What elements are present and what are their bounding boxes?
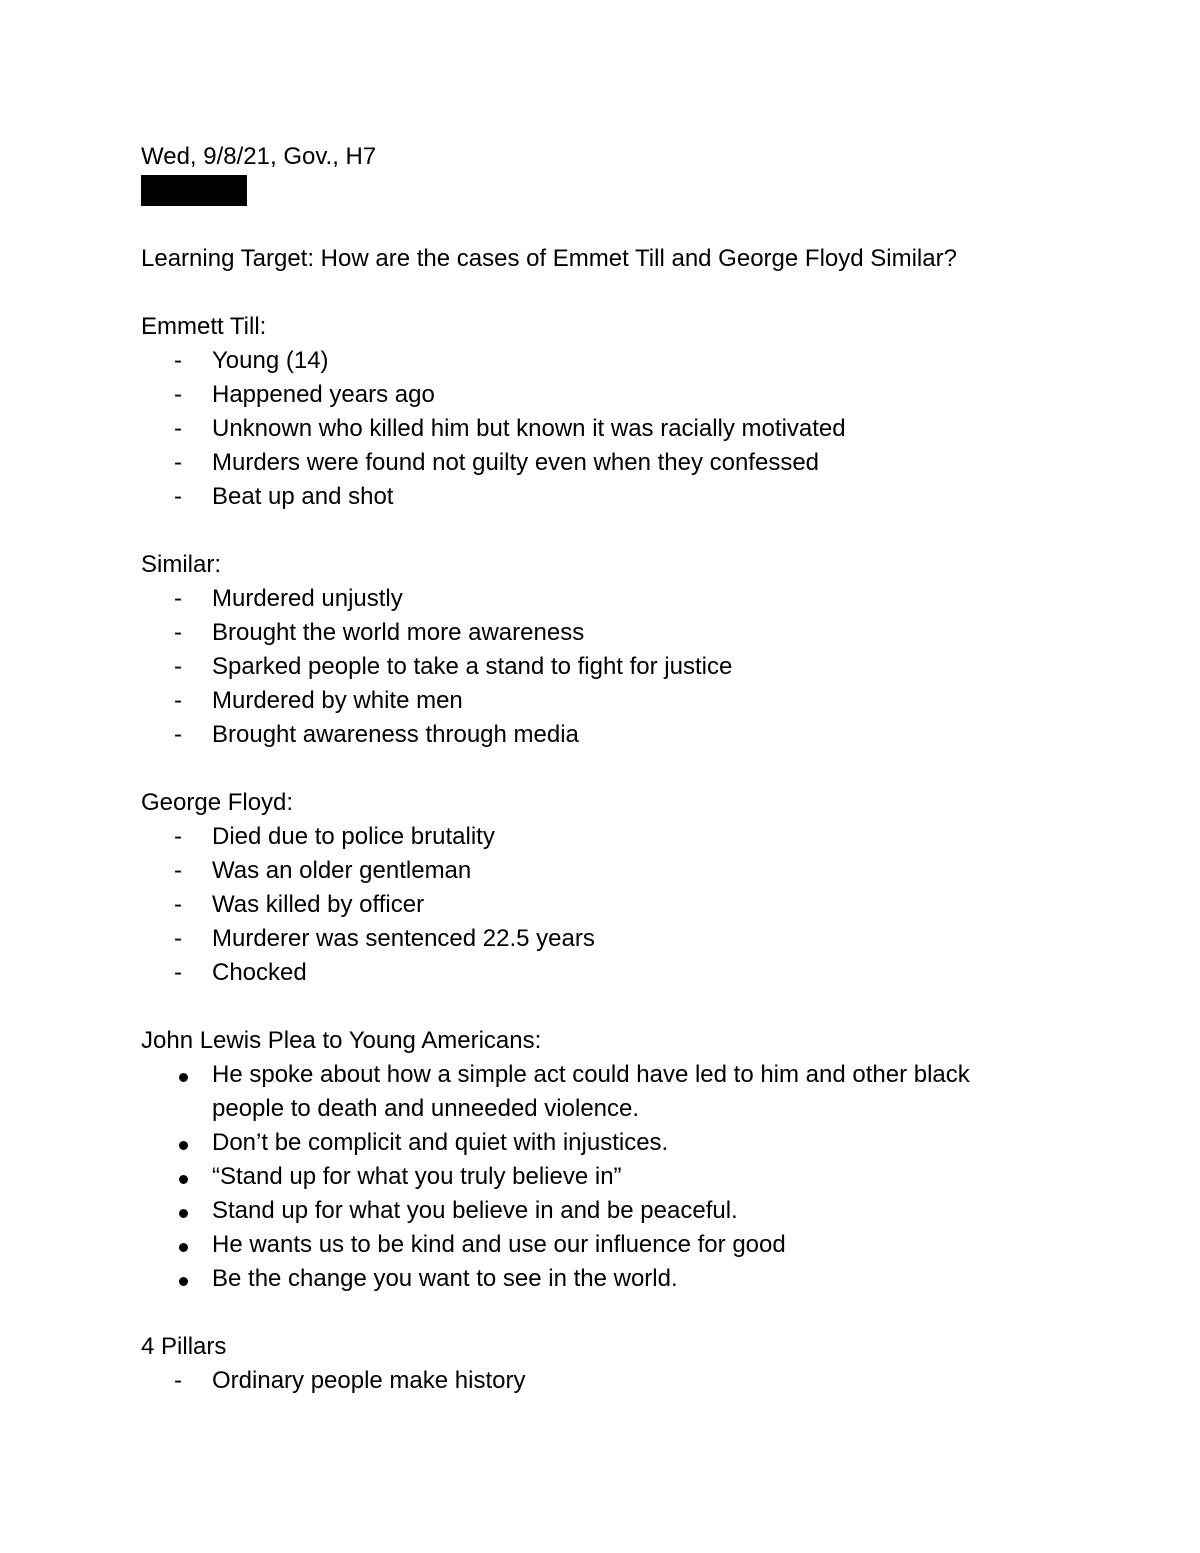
list-item: - Unknown who killed him but known it was racially motivated [141, 412, 1141, 446]
dash-marker: - [174, 891, 182, 918]
list-item: - Was killed by officer [141, 888, 1141, 922]
list-item: Don’t be complicit and quiet with injustices. [141, 1126, 1141, 1160]
bullet-icon [179, 1073, 188, 1082]
dash-marker: - [174, 823, 182, 850]
bullet-icon [179, 1209, 188, 1218]
list-item: - Beat up and shot [141, 480, 1141, 514]
section-heading-similar: Similar: [141, 551, 222, 578]
spacer [141, 752, 1141, 786]
list-item: - Sparked people to take a stand to fight for justice [141, 650, 1141, 684]
list-item: - Brought the world more awareness [141, 616, 1141, 650]
section-heading-george-floyd: George Floyd: [141, 789, 294, 816]
dash-marker: - [174, 925, 182, 952]
emmett-till-list [141, 344, 1141, 514]
list-item: - Murderer was sentenced 22.5 years [141, 922, 1141, 956]
list-item: - Chocked [141, 956, 1141, 990]
list-item: - Died due to police brutality [141, 820, 1141, 854]
dash-marker: - [174, 1367, 182, 1394]
dash-marker: - [174, 653, 182, 680]
spacer [141, 208, 1141, 242]
list-item: Be the change you want to see in the world. [141, 1262, 1141, 1296]
list-item: - Happened years ago [141, 378, 1141, 412]
bullet-icon [179, 1243, 188, 1252]
redacted-name-box [141, 175, 247, 206]
dash-marker: - [174, 449, 182, 476]
dash-marker: - [174, 959, 182, 986]
dash-marker: - [174, 619, 182, 646]
list-item: - Murdered by white men [141, 684, 1141, 718]
pillars-list [141, 1364, 1141, 1398]
section-heading-4-pillars: 4 Pillars [141, 1333, 227, 1360]
document-page [141, 140, 1141, 1398]
dash-marker: - [174, 857, 182, 884]
list-item: - Young (14) [141, 344, 1141, 378]
bullet-icon [179, 1175, 188, 1184]
similar-list [141, 582, 1141, 752]
dash-marker: - [174, 415, 182, 442]
spacer [141, 276, 1141, 310]
list-item: Stand up for what you believe in and be peaceful. [141, 1194, 1141, 1228]
list-item: - Was an older gentleman [141, 854, 1141, 888]
dash-marker: - [174, 381, 182, 408]
bullet-icon [179, 1277, 188, 1286]
dash-marker: - [174, 483, 182, 510]
list-item: - Murders were found not guilty even when they confessed [141, 446, 1141, 480]
john-lewis-list [141, 1058, 1141, 1296]
dash-marker: - [174, 687, 182, 714]
spacer [141, 1296, 1141, 1330]
section-heading-john-lewis: John Lewis Plea to Young Americans: [141, 1027, 542, 1054]
learning-target: Learning Target: How are the cases of Emmet Till and George Floyd Similar? [141, 245, 957, 272]
spacer [141, 990, 1141, 1024]
list-item: - Brought awareness through media [141, 718, 1141, 752]
list-item: - Ordinary people make history [141, 1364, 1141, 1398]
list-item: - Murdered unjustly [141, 582, 1141, 616]
bullet-icon [179, 1141, 188, 1150]
george-floyd-list [141, 820, 1141, 990]
spacer [141, 514, 1141, 548]
date-line: Wed, 9/8/21, Gov., H7 [141, 143, 377, 170]
list-item: “Stand up for what you truly believe in” [141, 1160, 1141, 1194]
list-item: He spoke about how a simple act could have led to him and other black people to death and unneeded violence. [141, 1058, 1141, 1126]
dash-marker: - [174, 721, 182, 748]
list-item: He wants us to be kind and use our influence for good [141, 1228, 1141, 1262]
dash-marker: - [174, 585, 182, 612]
dash-marker: - [174, 347, 182, 374]
section-heading-emmett-till: Emmett Till: [141, 313, 267, 340]
